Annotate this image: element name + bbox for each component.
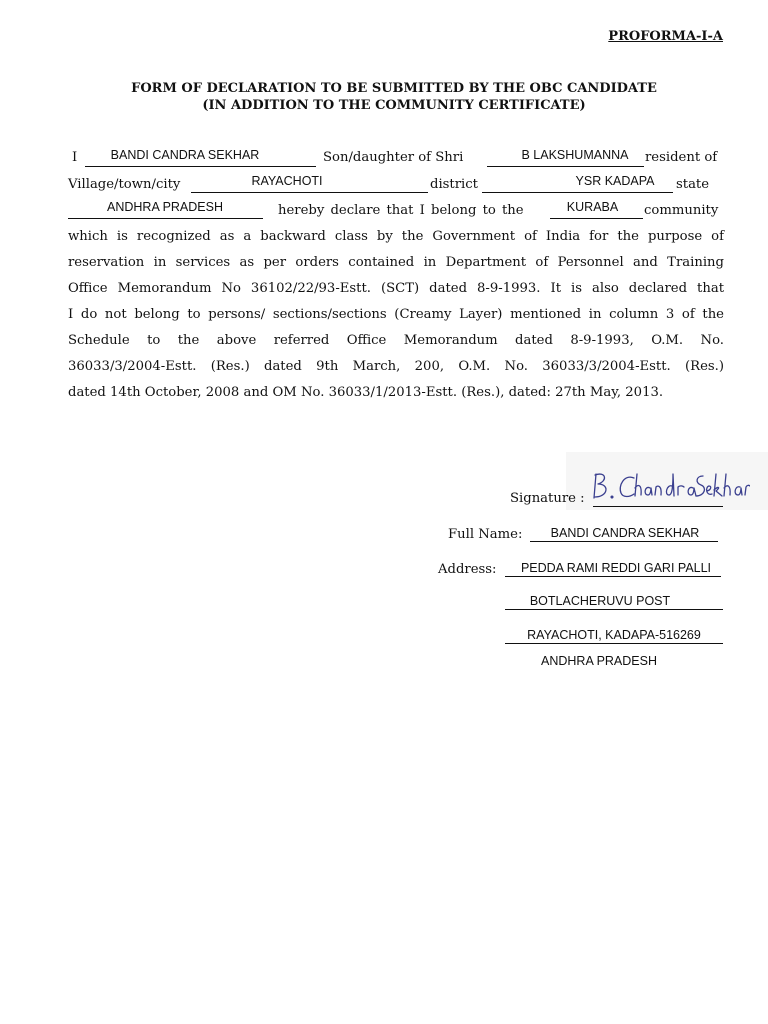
community-label: community (644, 203, 719, 218)
district-label: district (430, 177, 478, 192)
father-name-value: B LAKSHUMANNA (521, 148, 629, 162)
full-name-label: Full Name: (448, 527, 523, 542)
state-underline (68, 218, 263, 219)
body-line-3: Office Memorandum No 36102/22/93-Estt. (SCT) dated 8-9-1993. It is also declared that (68, 281, 724, 296)
body-line-4: I do not belong to persons/ sections/sections (Creamy Layer) mentioned in column 3 of the (68, 307, 724, 322)
form-title-line2: (IN ADDITION TO THE COMMUNITY CERTIFICATE) (202, 98, 586, 113)
son-daughter-label: Son/daughter of Shri (323, 150, 464, 165)
state-label: state (676, 177, 710, 192)
city-value: RAYACHOTI (251, 174, 323, 188)
address-line-4: ANDHRA PRADESH (541, 654, 657, 668)
full-name-value: BANDI CANDRA SEKHAR (550, 526, 700, 540)
body-line-1: which is recognized as a backward class by the Government of India for the purpose of (68, 229, 724, 244)
address-label: Address: (438, 562, 497, 577)
address-line-2: BOTLACHERUVU POST (529, 594, 671, 608)
body-line-7: dated 14th October, 2008 and OM No. 36033/1/2013-Estt. (Res.), dated: 27th May, 2013. (68, 385, 664, 400)
declare-text: hereby declare that I belong to the (278, 203, 524, 218)
district-underline (482, 192, 673, 193)
address-line-3-underline (505, 643, 723, 644)
resident-label: resident of (645, 150, 718, 165)
body-line-6: 36033/3/2004-Estt. (Res.) dated 9th March, 200, O.M. No. 36033/3/2004-Estt. (Res.) (68, 359, 724, 374)
address-line-3: RAYACHOTI, KADAPA-516269 (527, 628, 701, 642)
proforma-label: PROFORMA-I-A (608, 29, 723, 44)
body-line-2: reservation in services as per orders contained in Department of Personnel and Training (68, 255, 724, 270)
candidate-name-value: BANDI CANDRA SEKHAR (110, 148, 260, 162)
signature-underline (593, 506, 723, 507)
address-line-1: PEDDA RAMI REDDI GARI PALLI (520, 561, 712, 575)
district-value: YSR KADAPA (575, 174, 655, 188)
address-line-2-underline (505, 609, 723, 610)
candidate-name-underline (85, 166, 316, 167)
community-value: KURABA (566, 200, 619, 214)
father-name-underline (487, 166, 644, 167)
address-line-1-underline (505, 576, 721, 577)
city-underline (191, 192, 428, 193)
handwritten-signature-image (590, 466, 750, 508)
full-name-underline (530, 541, 718, 542)
form-title-line1: FORM OF DECLARATION TO BE SUBMITTED BY THE OBC CANDIDATE (131, 81, 657, 96)
body-line-5: Schedule to the above referred Office Memorandum dated 8-9-1993, O.M. No. (68, 333, 724, 348)
signature-label: Signature : (510, 491, 585, 506)
community-underline (550, 218, 643, 219)
i-label: I (72, 150, 78, 165)
village-label: Village/town/city (68, 177, 181, 192)
state-value: ANDHRA PRADESH (107, 200, 223, 214)
